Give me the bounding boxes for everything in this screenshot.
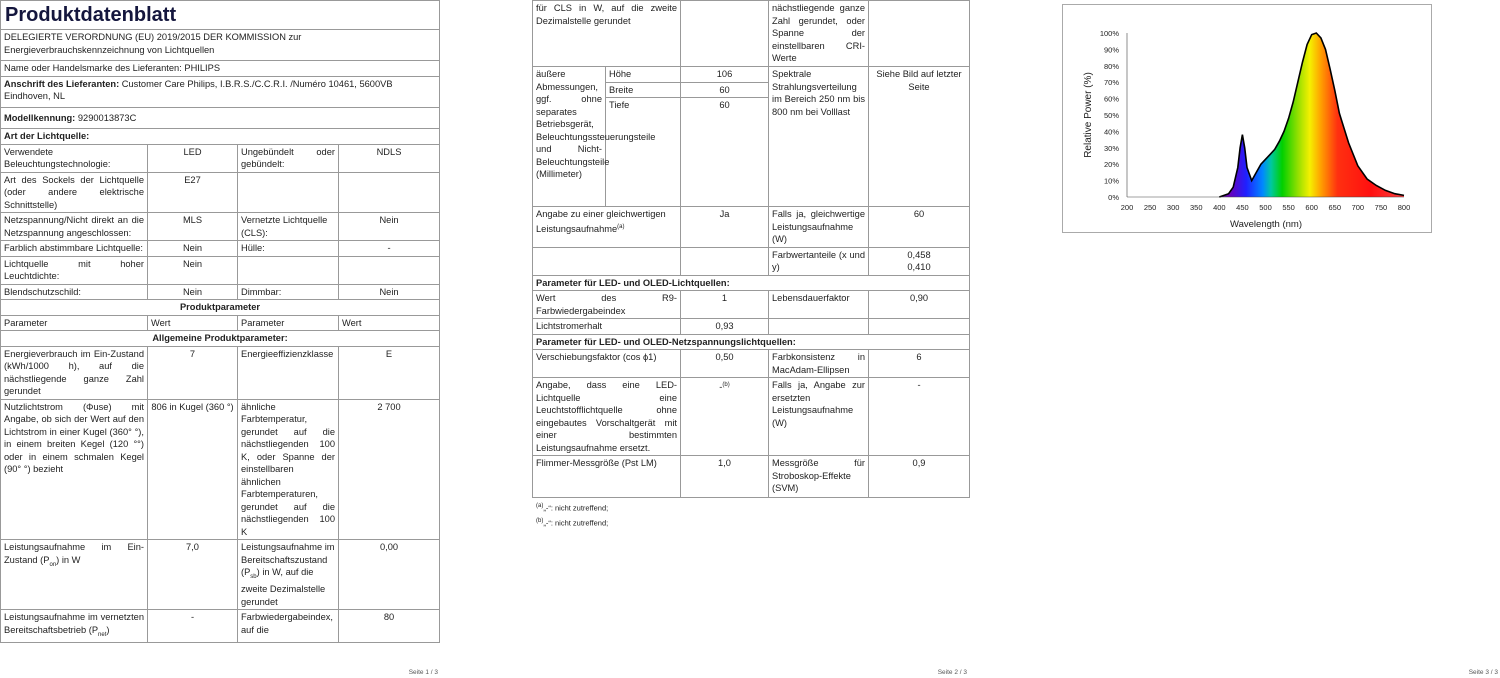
macadam-label: Farbkonsistenz in MacAdam-Ellipsen <box>769 350 869 378</box>
energy-label: Energieverbrauch im Ein-Zustand (kWh/1000 h), auf die nächstliegende ganze Zahl gerundet <box>1 346 148 399</box>
x-tick-label: 200 <box>1120 203 1134 212</box>
col-header-param: Parameter <box>1 315 148 331</box>
chromaticity-y: 0,410 <box>907 262 931 272</box>
pnet-label-text-2: ) <box>106 624 110 635</box>
socket-label: Art des Sockels der Lichtquelle (oder andere elektrische Schnittstelle) <box>1 172 148 213</box>
x-tick-label: 600 <box>1305 203 1318 212</box>
pnet-value: - <box>148 610 238 643</box>
x-tick-label: 800 <box>1397 203 1411 212</box>
replacement-power-label: Falls ja, Angabe zur ersetzten Leistungsaufnahme (W) <box>769 378 869 456</box>
cls-label: Vernetzte Lichtquelle (CLS): <box>238 213 339 241</box>
model-value: 9290013873C <box>77 112 137 123</box>
cls-value: Nein <box>339 213 440 241</box>
mains-params-header: Parameter für LED- und OLED-Netzspannungslichtquellen: <box>533 334 970 350</box>
chromaticity-value <box>869 247 970 275</box>
pon-sub: on <box>49 561 57 568</box>
footnote-a <box>536 500 969 515</box>
cri-continued: nächstliegende ganze Zahl gerundet, oder Spanne der einstellbaren CRI-Werte <box>769 1 869 67</box>
y-tick-label: 70% <box>1103 78 1119 88</box>
height-value: 106 <box>681 67 769 83</box>
model-label: Modellkennung: <box>4 112 76 123</box>
x-tick-label: 500 <box>1259 203 1272 212</box>
footnote-b <box>536 515 969 530</box>
x-tick-label: 300 <box>1166 203 1180 212</box>
flux-label: Nutzlichtstrom (Φuse) mit Angabe, ob sich der Wert auf den Lichtstrom in einer Kugel (360° °), in einem breiten Kegel (120 °°) oder in einem schmalen Kegel (90° °) bezieht <box>1 399 148 540</box>
page-number-1: Seite 1 / 3 <box>408 669 438 676</box>
svm-value: 0,9 <box>869 456 970 498</box>
spectral-value: Siehe Bild auf letzter Seite <box>869 67 970 207</box>
energy-class-value: E <box>339 346 440 399</box>
height-label: Höhe <box>606 67 681 83</box>
x-tick-label: 650 <box>1328 203 1342 212</box>
spectrum-chart-frame <box>1062 4 1432 233</box>
page-1 <box>0 0 440 678</box>
pon-label-text: Leistungsaufnahme im Ein-Zustand (P <box>4 542 144 565</box>
supplier-value: PHILIPS <box>184 63 221 73</box>
tunable-value: Nein <box>148 241 238 257</box>
footnote-a-text: „-“: nicht zutreffend; <box>543 503 609 513</box>
y-tick-label: 20% <box>1103 160 1119 170</box>
product-sheet-table-2 <box>532 0 970 498</box>
col-header-value-2: Wert <box>339 315 440 331</box>
flicker-value: 1,0 <box>681 456 769 498</box>
width-value: 60 <box>681 82 769 98</box>
x-tick-label: 400 <box>1213 203 1226 212</box>
replacement-sup: (b) <box>722 382 730 388</box>
r9-value: 1 <box>681 291 769 319</box>
equiv-sup: (a) <box>617 223 625 230</box>
energy-value: 7 <box>148 346 238 399</box>
y-tick-label: 100% <box>1099 29 1119 38</box>
y-tick-label: 0% <box>1108 193 1119 202</box>
equiv-label <box>533 207 681 248</box>
macadam-value: 6 <box>869 350 970 378</box>
equiv-label-text: Angabe zu einer gleichwertigen Leistungsaufnahme <box>536 209 666 234</box>
psb-label-text-2: ) in W, auf die zweite Dezimalstelle gerundet <box>241 567 326 607</box>
x-tick-label: 250 <box>1143 203 1157 212</box>
socket-value: E27 <box>148 172 238 213</box>
bundled-value: NDLS <box>339 144 440 172</box>
survival-label: Lebensdauerfaktor <box>769 291 869 319</box>
mains-label: Netzspannung/Nicht direkt an die Netzspannung angeschlossen: <box>1 213 148 241</box>
energy-class-label: Energieeffizienzklasse <box>238 346 339 399</box>
page-number-2: Seite 2 / 3 <box>937 669 967 676</box>
cls-standby-continued: für CLS in W, auf die zweite Dezimalstelle gerundet <box>533 1 681 67</box>
cri-label: Farbwiedergabeindex, auf die <box>238 610 339 643</box>
x-axis-title: Wavelength (nm) <box>1230 219 1302 230</box>
flux-value: 806 in Kugel (360 °) <box>148 399 238 540</box>
product-sheet-table-1 <box>0 0 440 643</box>
envelope-value: - <box>339 241 440 257</box>
tech-value: LED <box>148 144 238 172</box>
psb-sub: sb <box>250 573 257 580</box>
equiv-power-label: Falls ja, gleichwertige Leistungsaufnahme (W) <box>769 207 869 248</box>
depth-label: Tiefe <box>606 98 681 113</box>
footnote-a-mark: (a) <box>536 503 544 509</box>
x-tick-label: 700 <box>1351 203 1365 212</box>
replacement-value <box>681 378 769 456</box>
model-row <box>1 107 440 129</box>
r9-label: Wert des R9-Farbwiedergabeindex <box>533 291 681 319</box>
pon-label <box>1 540 148 610</box>
page-title: Produktdatenblatt <box>1 1 440 30</box>
y-tick-label: 30% <box>1103 143 1119 153</box>
pon-label-text-2: ) in W <box>56 554 81 565</box>
spectral-power-chart <box>1063 5 1431 232</box>
chromaticity-x: 0,458 <box>907 249 931 260</box>
y-tick-label: 60% <box>1103 94 1119 104</box>
dimmable-value: Nein <box>339 284 440 300</box>
high-luminance-label: Lichtquelle mit hoher Leuchtdichte: <box>1 256 148 284</box>
col-header-param-2: Parameter <box>238 315 339 331</box>
supplier-row <box>1 61 440 77</box>
footnote-b-text: „-“: nicht zutreffend; <box>543 518 609 527</box>
equiv-value: Ja <box>681 207 769 248</box>
lumen-maint-label: Lichtstromerhalt <box>533 319 681 335</box>
pon-value: 7,0 <box>148 540 238 610</box>
pnet-sub: net <box>98 631 107 638</box>
survival-value: 0,90 <box>869 291 970 319</box>
spectral-label: Spektrale Strahlungsverteilung im Bereich 250 nm bis 800 nm bei Volllast <box>769 67 869 207</box>
mains-value: MLS <box>148 213 238 241</box>
y-tick-label: 50% <box>1103 111 1119 120</box>
cri-value: 80 <box>339 610 440 643</box>
x-tick-label: 450 <box>1236 203 1249 212</box>
general-params-header: Allgemeine Produktparameter: <box>1 331 440 347</box>
address-value: Customer Care Philips, I.B.R.S./C.C.R.I. /Numéro 10461, 5600VB Eindhoven, NL <box>4 78 393 101</box>
footnote-b-mark: (b) <box>536 517 544 524</box>
lumen-maint-value: 0,93 <box>681 319 769 335</box>
chromaticity-label: Farbwertanteile (x und y) <box>769 247 869 275</box>
flicker-label: Flimmer-Messgröße (Pst LM) <box>533 456 681 498</box>
power-factor-value: 0,50 <box>681 350 769 378</box>
x-tick-label: 550 <box>1282 203 1295 212</box>
replacement-power-value: - <box>869 378 970 456</box>
dimmable-label: Dimmbar: <box>238 284 339 300</box>
power-factor-label: Verschiebungsfaktor (cos ϕ1) <box>533 350 681 378</box>
y-tick-label: 80% <box>1103 61 1119 71</box>
product-params-header: Produktparameter <box>1 300 440 316</box>
psb-value: 0,00 <box>339 540 440 610</box>
svm-label: Messgröße für Stroboskop-Effekte (SVM) <box>769 456 869 498</box>
light-source-type-header: Art der Lichtquelle: <box>1 129 440 145</box>
cct-label: ähnliche Farbtemperatur, gerundet auf die nächstliegenden 100 K, oder Spanne der einstellbaren ähnlichen Farbtemperaturen, gerundet auf die nächstliegenden 100 K <box>238 399 339 540</box>
y-tick-label: 40% <box>1103 127 1119 137</box>
width-label: Breite <box>606 82 681 98</box>
pnet-label <box>1 610 148 643</box>
y-axis-title: Relative Power (%) <box>1083 72 1094 158</box>
replacement-value-text: - <box>719 382 723 393</box>
y-tick-label: 10% <box>1103 176 1119 186</box>
regulation-text: DELEGIERTE VERORDNUNG (EU) 2019/2015 DER KOMMISSION zur Energieverbrauchskennzeichnung von Lichtquellen <box>1 30 440 61</box>
tunable-label: Farblich abstimmbare Lichtquelle: <box>1 241 148 257</box>
high-luminance-value: Nein <box>148 256 238 284</box>
y-tick-label: 90% <box>1103 45 1119 55</box>
tech-label: Verwendete Beleuchtungstechnologie: <box>1 144 148 172</box>
anti-glare-label: Blendschutzschild: <box>1 284 148 300</box>
x-tick-label: 350 <box>1189 203 1203 212</box>
x-tick-label: 750 <box>1374 203 1388 212</box>
cct-value: 2 700 <box>339 399 440 540</box>
page-3 <box>1062 0 1500 678</box>
psb-label <box>238 540 339 610</box>
address-row <box>1 76 440 107</box>
footnotes <box>536 500 969 529</box>
psb-label-text: Leistungsaufnahme im Bereitschaftszustand (P <box>241 542 335 577</box>
pnet-label-text: Leistungsaufnahme im vernetzten Bereitschaftsbetrieb (P <box>4 612 144 635</box>
page-2 <box>532 0 969 678</box>
envelope-label: Hülle: <box>238 241 339 257</box>
dimensions-label: äußere Abmessungen, ggf. ohne separates Betriebsgerät, Beleuchtungssteuerungsteile und Nicht-Beleuchtungsteile (Millimeter) <box>533 67 606 207</box>
replacement-label: Angabe, dass eine LED-Lichtquelle eine Leuchtstofflichtquelle ohne eingebautes Vorschaltgerät mit einer bestimmten Leistungsaufnahme ersetzt. <box>533 378 681 456</box>
bundled-label: Ungebündelt oder gebündelt: <box>238 144 339 172</box>
anti-glare-value: Nein <box>148 284 238 300</box>
address-label: Anschrift des Lieferanten: <box>4 78 120 89</box>
page-number-3: Seite 3 / 3 <box>1468 669 1498 676</box>
depth-value: 60 <box>681 98 769 113</box>
led-params-header: Parameter für LED- und OLED-Lichtquellen: <box>533 275 970 291</box>
equiv-power-value: 60 <box>869 207 970 248</box>
col-header-value: Wert <box>148 315 238 331</box>
supplier-label: Name oder Handelsmarke des Lieferanten: <box>4 63 182 73</box>
